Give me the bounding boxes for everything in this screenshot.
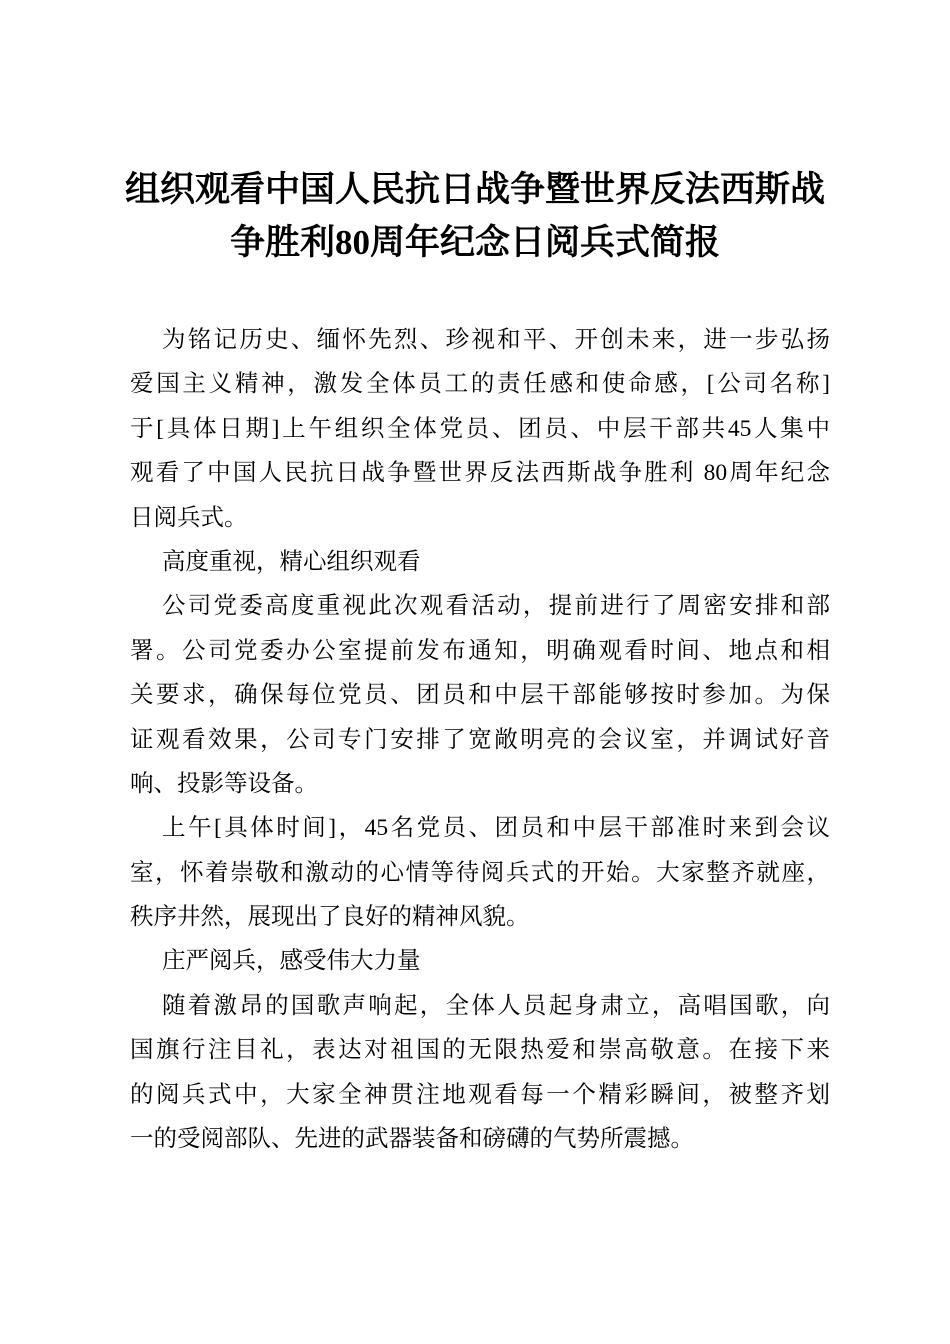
text-line: 高度重视，精心组织观看 (162, 548, 421, 575)
paragraph (130, 584, 830, 806)
text-line: 室，怀着崇敬和激动的心情等待阅兵式的开始。大家整齐就座， (130, 859, 830, 886)
text-line: 观看了中国人民抗日战争暨世界反法西斯战争胜利 80周年纪念 (130, 460, 830, 487)
text-line: 于[具体日期]上午组织全体党员、团员、中层干部共45人集中 (130, 415, 830, 442)
section-heading (130, 540, 830, 584)
title-line: 争胜利80周年纪念日阅兵式简报 (229, 223, 720, 262)
text-line: 国旗行注目礼，表达对祖国的无限热爱和崇高敬意。在接下来 (130, 1037, 830, 1064)
text-line: 日阅兵式。 (130, 504, 248, 531)
text-line: 随着激昂的国歌声响起，全体人员起身肃立，高唱国歌，向 (162, 992, 830, 1019)
text-line: 署。公司党委办公室提前发布通知，明确观看时间、地点和相 (130, 637, 830, 664)
text-line: 庄严阅兵，感受伟大力量 (162, 948, 421, 975)
text-line: 响、投影等设备。 (130, 770, 318, 797)
text-line: 关要求，确保每位党员、团员和中层干部能够按时参加。为保 (130, 682, 830, 709)
text-line: 秩序井然，展现出了良好的精神风貌。 (130, 904, 530, 931)
text-line: 公司党委高度重视此次观看活动，提前进行了周密安排和部 (162, 593, 830, 620)
text-line: 证观看效果，公司专门安排了宽敞明亮的会议室，并调试好音 (130, 726, 830, 753)
text-line: 的阅兵式中，大家全神贯注地观看每一个精彩瞬间，被整齐划 (130, 1081, 830, 1108)
title-line: 组织观看中国人民抗日战争暨世界反法西斯战 (124, 170, 825, 209)
document-body (130, 318, 830, 1161)
text-line: 一的受阅部队、先进的武器装备和磅礴的气势所震撼。 (130, 1126, 694, 1153)
text-line: 上午[具体时间]，45名党员、团员和中层干部准时来到会议 (162, 815, 830, 842)
text-line: 爱国主义精神，激发全体员工的责任感和使命感，[公司名称] (130, 371, 830, 398)
paragraph (130, 806, 830, 939)
paragraph (130, 318, 830, 540)
section-heading (130, 939, 830, 983)
text-line: 为铭记历史、缅怀先烈、珍视和平、开创未来，进一步弘扬 (162, 327, 830, 353)
document-title (0, 164, 950, 270)
paragraph (130, 984, 830, 1162)
